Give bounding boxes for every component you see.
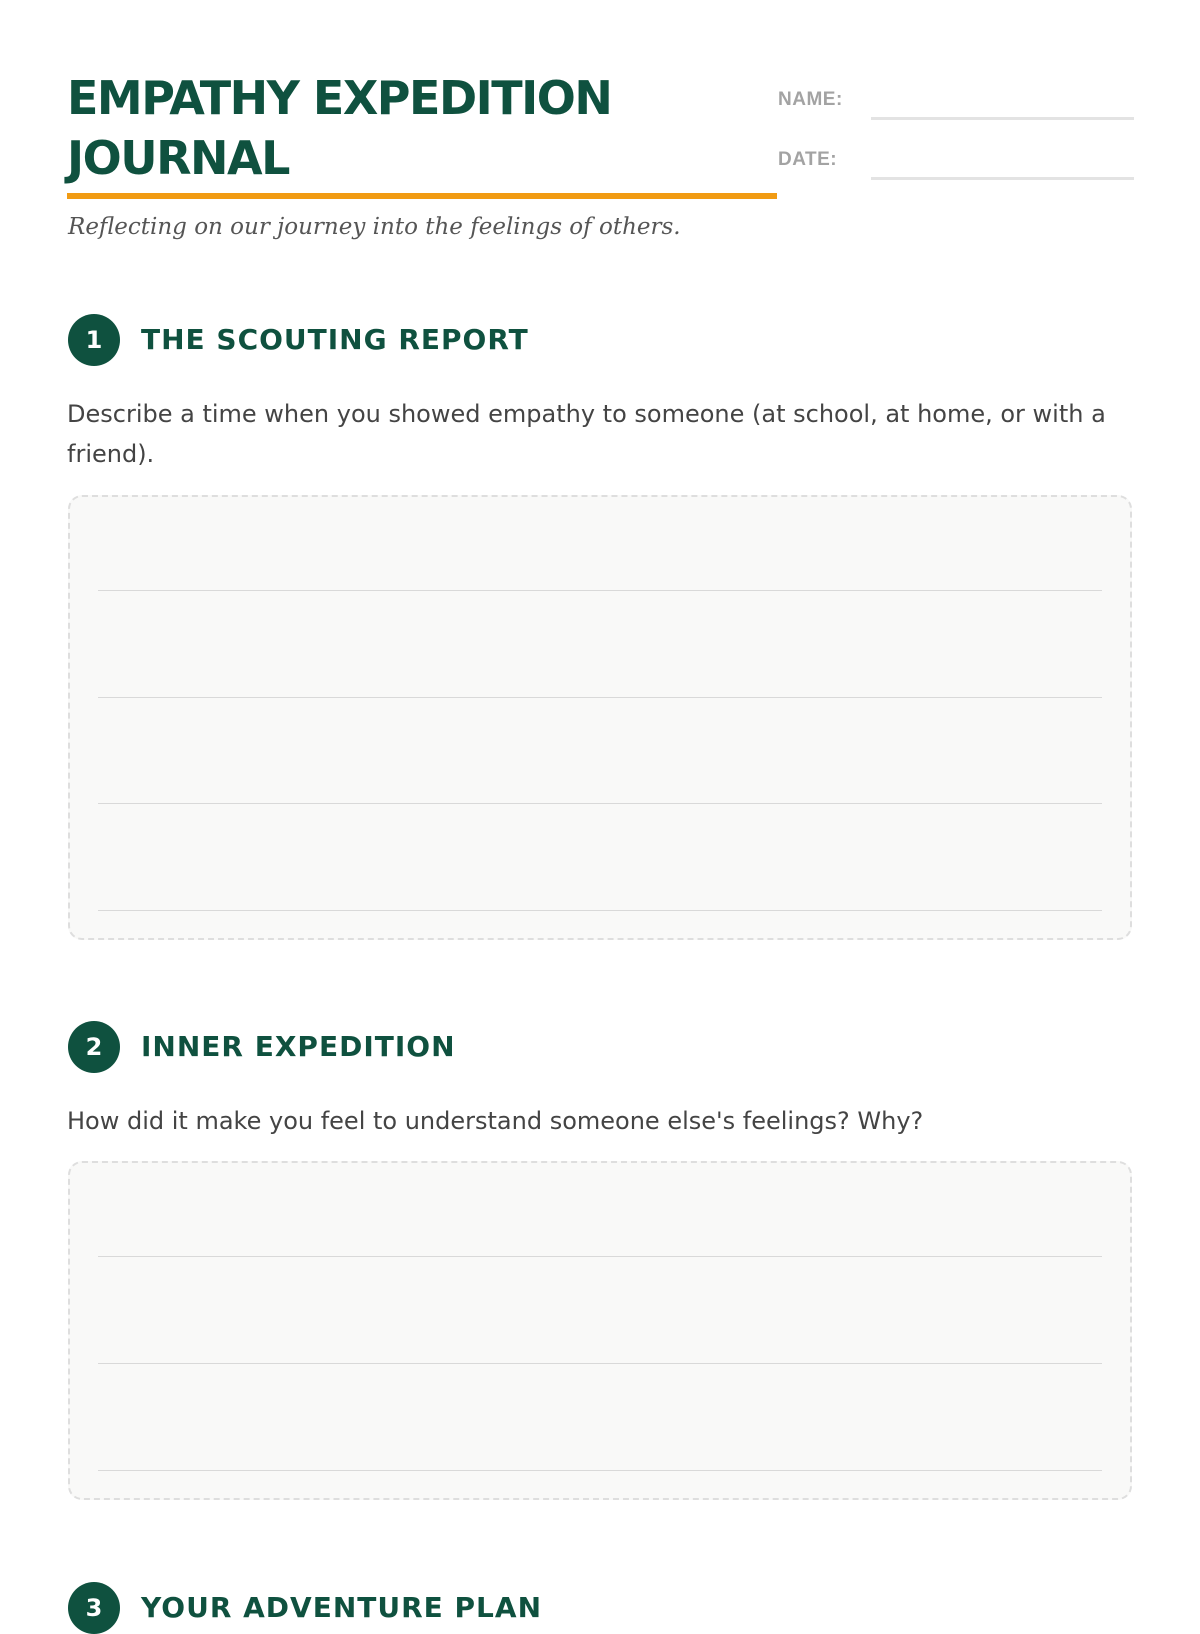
section-3-title: YOUR ADVENTURE PLAN	[141, 1591, 543, 1624]
section-3-number-badge: 3	[68, 1582, 120, 1634]
section-1-number-badge: 1	[68, 314, 120, 366]
writing-line	[98, 910, 1102, 911]
title-underline	[67, 193, 777, 199]
writing-line	[98, 803, 1102, 804]
date-field[interactable]	[871, 177, 1134, 180]
title-line-2: JOURNAL	[67, 131, 289, 185]
section-2-number-badge: 2	[68, 1021, 120, 1073]
writing-line	[98, 590, 1102, 591]
section-2-title: INNER EXPEDITION	[141, 1030, 456, 1063]
writing-line	[98, 1470, 1102, 1471]
section-1-prompt: Describe a time when you showed empathy to someone (at school, at home, or with a friend).	[67, 400, 1106, 468]
writing-line	[98, 697, 1102, 698]
page-subtitle: Reflecting on our journey into the feelings of others.	[68, 214, 681, 240]
name-label: NAME:	[778, 89, 843, 110]
writing-line	[98, 1363, 1102, 1364]
section-1-answer-box[interactable]	[68, 495, 1132, 940]
section-2-answer-box[interactable]	[68, 1161, 1132, 1500]
name-field[interactable]	[871, 117, 1134, 120]
section-1-title: THE SCOUTING REPORT	[141, 323, 529, 356]
date-label: DATE:	[778, 149, 838, 170]
title-line-1: EMPATHY EXPEDITION	[67, 71, 612, 125]
writing-line	[98, 1256, 1102, 1257]
section-2-prompt: How did it make you feel to understand someone else's feelings? Why?	[67, 1107, 924, 1135]
page-title	[67, 68, 767, 188]
